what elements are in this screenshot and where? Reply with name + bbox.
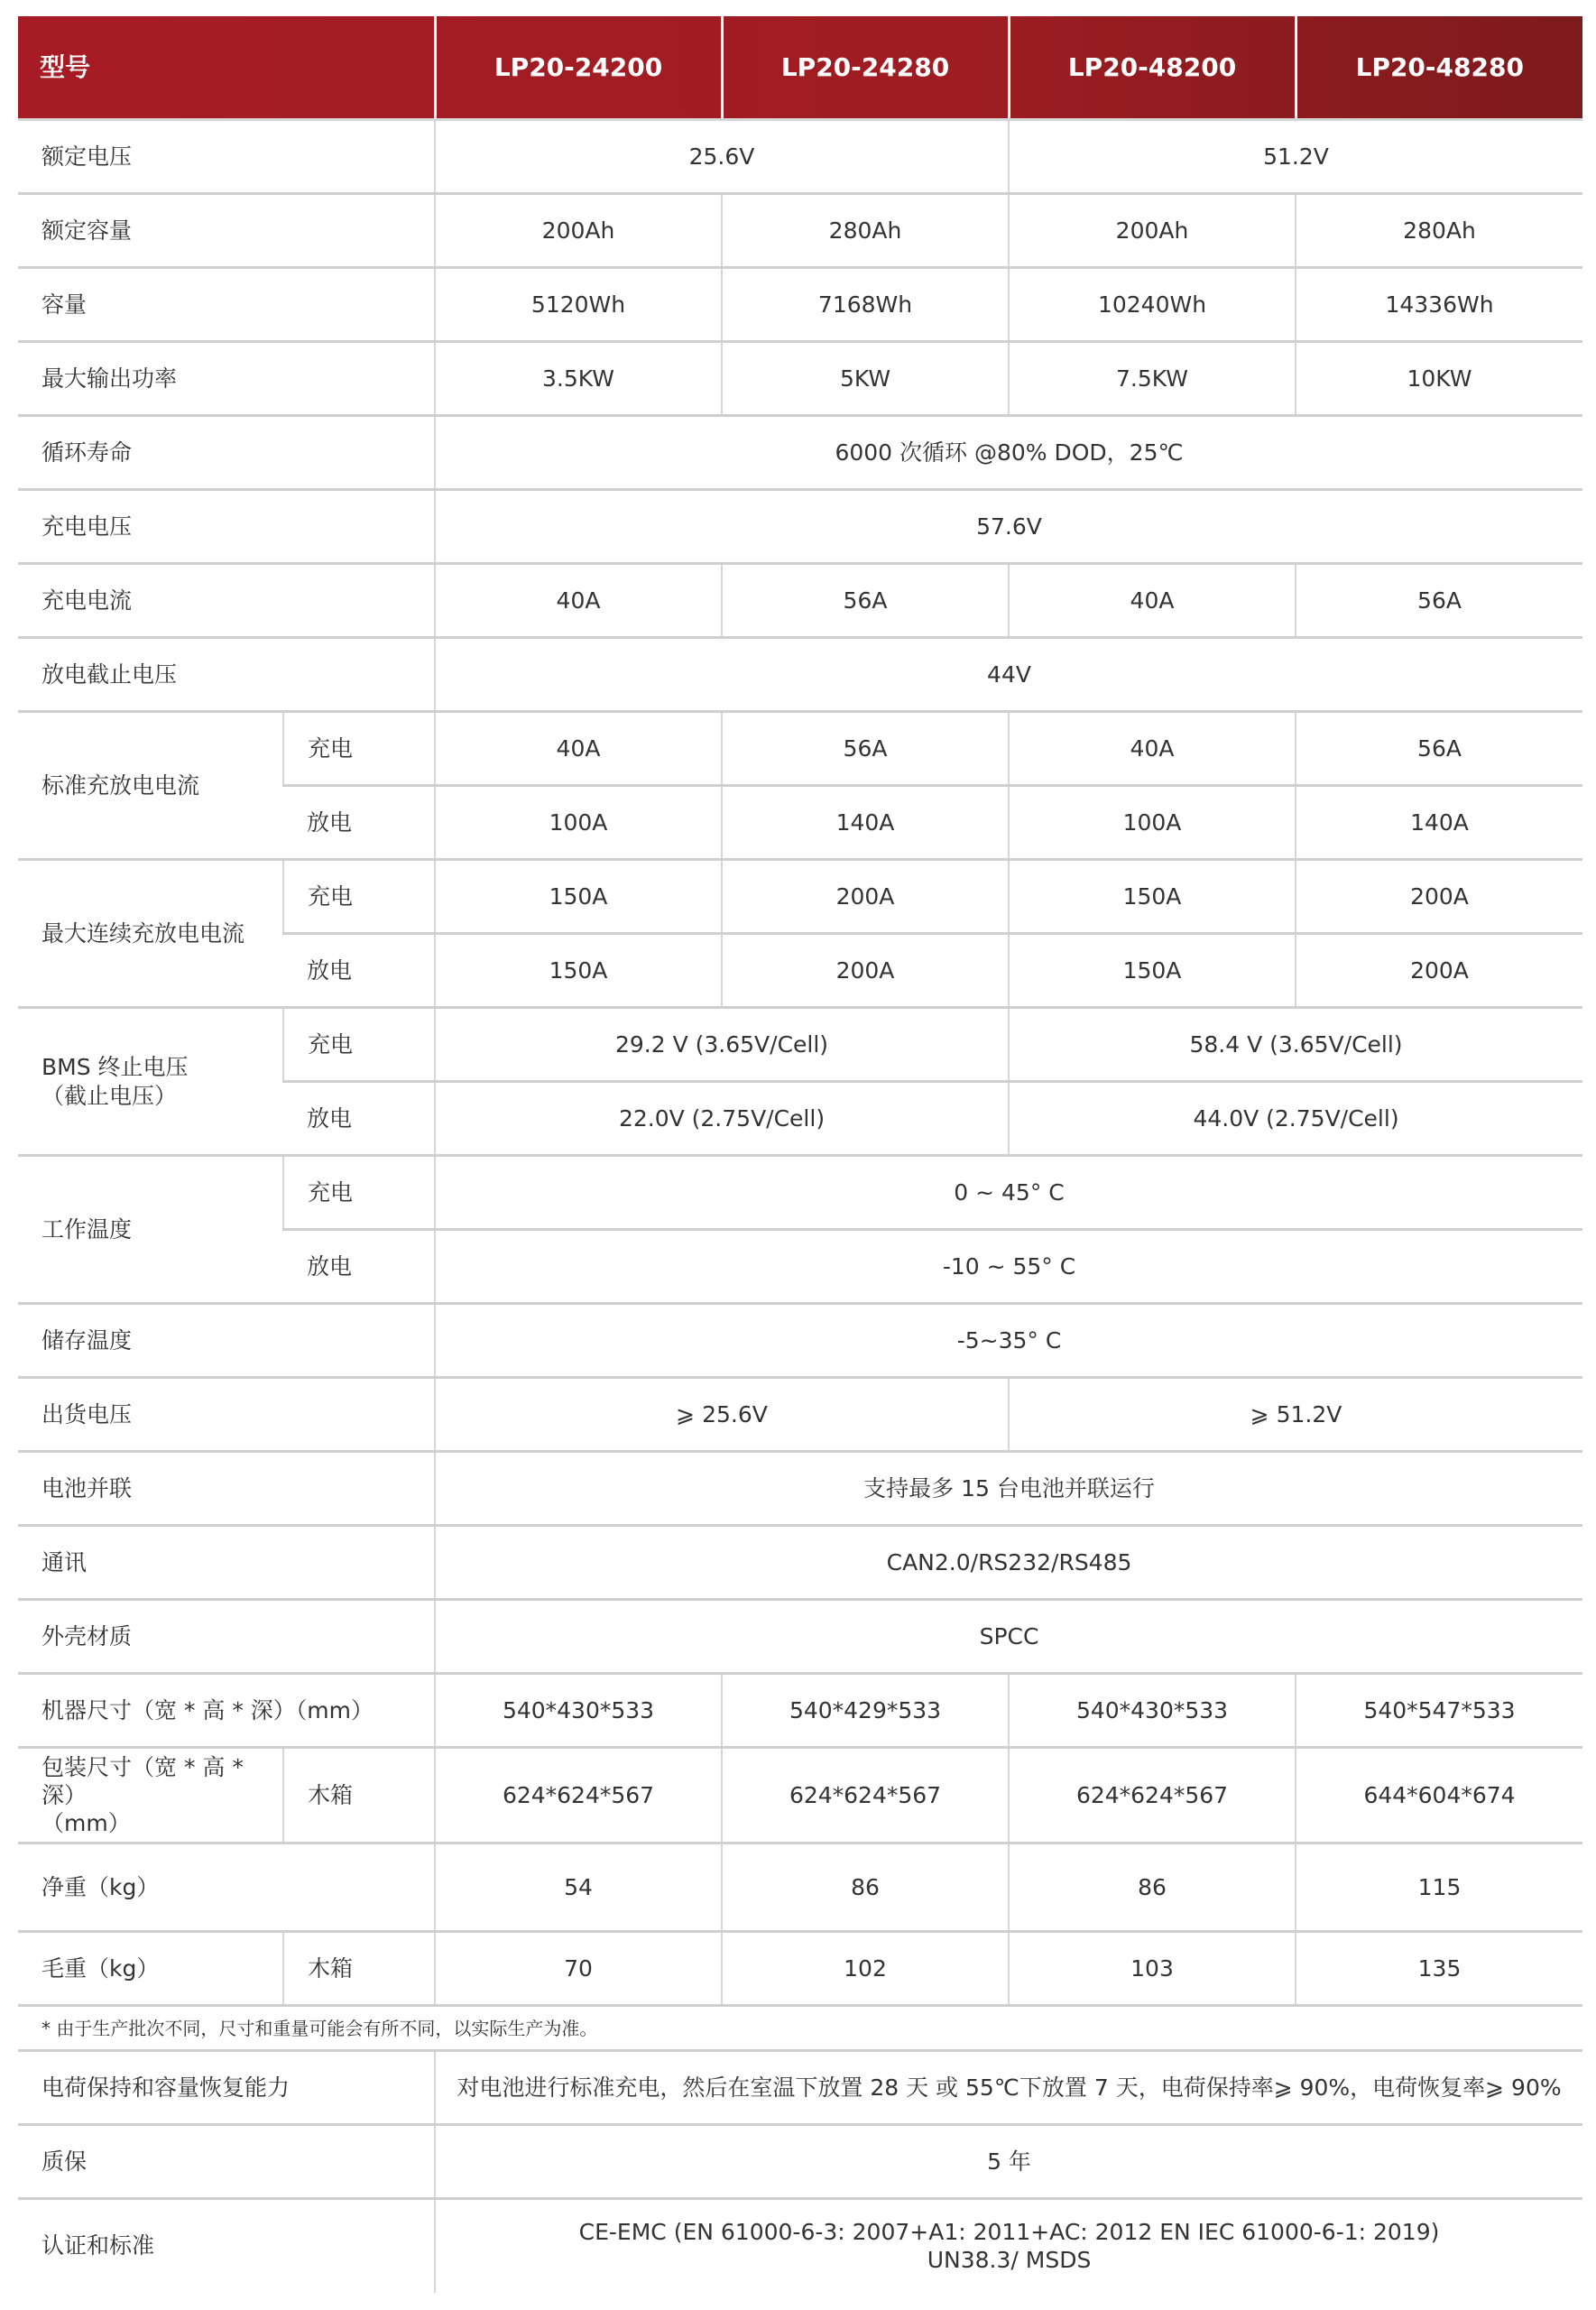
sub-label: 木箱	[283, 1932, 435, 2006]
row-label: 认证和标准	[42, 2232, 155, 2259]
row-label-line1: BMS 终止电压	[42, 1054, 189, 1081]
cert-line2: UN38.3/ MSDS	[927, 2247, 1092, 2274]
cell: 56A	[722, 564, 1009, 638]
row-label: 储存温度	[18, 1304, 435, 1378]
row-label: 最大连续充放电电流	[18, 860, 283, 1008]
row-label: 电荷保持和容量恢复能力	[18, 2051, 435, 2125]
cell: 40A	[1009, 712, 1296, 786]
spec-table-wrapper	[18, 16, 1582, 2293]
cell: 54	[435, 1843, 722, 1932]
header-model-1: LP20-24200	[435, 16, 722, 120]
cell: 150A	[1009, 860, 1296, 934]
cell: 540*547*533	[1296, 1674, 1582, 1748]
cell: -5~35° C	[435, 1304, 1582, 1378]
row-net-weight	[18, 1843, 1582, 1932]
cell: 40A	[435, 712, 722, 786]
row-label: 电池并联	[18, 1452, 435, 1526]
cell: 对电池进行标准充电，然后在室温下放置 28 天 或 55℃下放置 7 天，电荷保持率⩾ 90%，电荷恢复率⩾ 90%	[435, 2051, 1582, 2125]
cell: 540*430*533	[1009, 1674, 1296, 1748]
cell: 644*604*674	[1296, 1748, 1582, 1843]
cell: 57.6V	[435, 490, 1582, 564]
cell: 200Ah	[1009, 194, 1296, 268]
cell: 56A	[1296, 712, 1582, 786]
cell: 6000 次循环 @80% DOD，25℃	[435, 416, 1582, 490]
row-label: 外壳材质	[18, 1600, 435, 1674]
cell: 3.5KW	[435, 342, 722, 416]
row-label: 额定电压	[18, 120, 435, 194]
cell: 140A	[722, 786, 1009, 860]
row-label: 毛重（kg）	[18, 1932, 283, 2006]
sub-label: 充电	[283, 1008, 435, 1082]
sub-label: 充电	[283, 1156, 435, 1230]
cell: 44V	[435, 638, 1582, 712]
cell: ⩾ 25.6V	[435, 1378, 1009, 1452]
cell: 10KW	[1296, 342, 1582, 416]
sub-label: 木箱	[283, 1748, 435, 1843]
row-label: 净重（kg）	[18, 1843, 435, 1932]
row-package	[18, 1748, 1582, 1843]
header-model-4: LP20-48280	[1296, 16, 1582, 120]
cell: 150A	[1009, 934, 1296, 1008]
header-model-3: LP20-48200	[1009, 16, 1296, 120]
row-charge-voltage	[18, 490, 1582, 564]
row-label: 循环寿命	[18, 416, 435, 490]
cell	[435, 2199, 1582, 2293]
row-label: 容量	[18, 268, 435, 342]
row-label: 质保	[18, 2125, 435, 2199]
cell: 70	[435, 1932, 722, 2006]
cell: 86	[1009, 1843, 1296, 1932]
cell: 540*429*533	[722, 1674, 1009, 1748]
cell: 5 年	[435, 2125, 1582, 2199]
cell: 10240Wh	[1009, 268, 1296, 342]
cell: 支持最多 15 台电池并联运行	[435, 1452, 1582, 1526]
sub-label: 充电	[283, 712, 435, 786]
row-warranty	[18, 2125, 1582, 2199]
cell: 58.4 V (3.65V/Cell)	[1009, 1008, 1582, 1082]
cell: 200A	[1296, 860, 1582, 934]
row-label: 放电截止电压	[18, 638, 435, 712]
sub-label: 放电	[283, 1230, 435, 1304]
row-charge-current	[18, 564, 1582, 638]
sub-label: 放电	[283, 786, 435, 860]
cell: 200Ah	[435, 194, 722, 268]
row-label	[18, 1008, 283, 1156]
cell: 14336Wh	[1296, 268, 1582, 342]
row-label: 额定容量	[18, 194, 435, 268]
row-max-power	[18, 342, 1582, 416]
row-gross-weight	[18, 1932, 1582, 2006]
row-label-line2: （截止电压）	[42, 1082, 178, 1109]
spec-table	[18, 16, 1582, 2293]
cell: SPCC	[435, 1600, 1582, 1674]
row-max-current-charge	[18, 860, 1582, 934]
row-shell	[18, 1600, 1582, 1674]
row-parallel	[18, 1452, 1582, 1526]
footnote-row	[18, 2006, 1582, 2051]
row-storage-temp	[18, 1304, 1582, 1378]
row-rated-capacity	[18, 194, 1582, 268]
row-cutoff-voltage	[18, 638, 1582, 712]
cell: CAN2.0/RS232/RS485	[435, 1526, 1582, 1600]
row-label-line2: （mm）	[42, 1810, 131, 1837]
cell: 150A	[435, 860, 722, 934]
row-label-line1: 包装尺寸（宽 * 高 * 深）	[42, 1753, 244, 1808]
row-label: 充电电流	[18, 564, 435, 638]
cell: 150A	[435, 934, 722, 1008]
cell: 56A	[722, 712, 1009, 786]
row-cert	[18, 2199, 1582, 2293]
row-label: 工作温度	[18, 1156, 283, 1304]
cell: 200A	[722, 934, 1009, 1008]
cell: 40A	[1009, 564, 1296, 638]
row-label: 最大输出功率	[18, 342, 435, 416]
row-retention	[18, 2051, 1582, 2125]
row-bms-charge	[18, 1008, 1582, 1082]
row-label	[18, 1748, 283, 1843]
cell: 624*624*567	[722, 1748, 1009, 1843]
cell: 540*430*533	[435, 1674, 722, 1748]
sub-label: 充电	[283, 860, 435, 934]
cell: 135	[1296, 1932, 1582, 2006]
cert-line1: CE-EMC (EN 61000-6-3: 2007+A1: 2011+AC: 2012 EN IEC 61000-6-1: 2019)	[578, 2219, 1440, 2245]
header-model-2: LP20-24280	[722, 16, 1009, 120]
cell: -10 ~ 55° C	[435, 1230, 1582, 1304]
cell: 200A	[1296, 934, 1582, 1008]
row-rated-voltage	[18, 120, 1582, 194]
row-std-current-charge	[18, 712, 1582, 786]
row-label: 机器尺寸（宽 * 高 * 深）（mm）	[18, 1674, 435, 1748]
row-label: 出货电压	[18, 1378, 435, 1452]
cell: 29.2 V (3.65V/Cell)	[435, 1008, 1009, 1082]
cell: 22.0V (2.75V/Cell)	[435, 1082, 1009, 1156]
cell: 624*624*567	[435, 1748, 722, 1843]
cell: 115	[1296, 1843, 1582, 1932]
row-ship-voltage	[18, 1378, 1582, 1452]
header-model-label: 型号	[18, 16, 435, 120]
cell: 7.5KW	[1009, 342, 1296, 416]
row-cycle-life	[18, 416, 1582, 490]
sub-label: 放电	[283, 934, 435, 1008]
cell: 0 ~ 45° C	[435, 1156, 1582, 1230]
footnote: * 由于生产批次不同，尺寸和重量可能会有所不同，以实际生产为准。	[18, 2006, 1582, 2051]
cell: 624*624*567	[1009, 1748, 1296, 1843]
row-label: 通讯	[18, 1526, 435, 1600]
row-capacity	[18, 268, 1582, 342]
cell: 7168Wh	[722, 268, 1009, 342]
cell: 100A	[435, 786, 722, 860]
cell: ⩾ 51.2V	[1009, 1378, 1582, 1452]
sub-label: 放电	[283, 1082, 435, 1156]
cell: 102	[722, 1932, 1009, 2006]
cell: 56A	[1296, 564, 1582, 638]
value-48v: 51.2V	[1009, 120, 1582, 194]
cell: 140A	[1296, 786, 1582, 860]
cell: 5120Wh	[435, 268, 722, 342]
cell: 280Ah	[722, 194, 1009, 268]
row-label: 标准充放电电流	[18, 712, 283, 860]
cell: 44.0V (2.75V/Cell)	[1009, 1082, 1582, 1156]
cell: 100A	[1009, 786, 1296, 860]
cell: 5KW	[722, 342, 1009, 416]
row-comm	[18, 1526, 1582, 1600]
row-label: 充电电压	[18, 490, 435, 564]
row-work-temp-charge	[18, 1156, 1582, 1230]
cell: 103	[1009, 1932, 1296, 2006]
cell: 200A	[722, 860, 1009, 934]
cell: 280Ah	[1296, 194, 1582, 268]
value-24v: 25.6V	[435, 120, 1009, 194]
row-dimensions	[18, 1674, 1582, 1748]
cell: 40A	[435, 564, 722, 638]
cell: 86	[722, 1843, 1009, 1932]
header-row	[18, 16, 1582, 120]
